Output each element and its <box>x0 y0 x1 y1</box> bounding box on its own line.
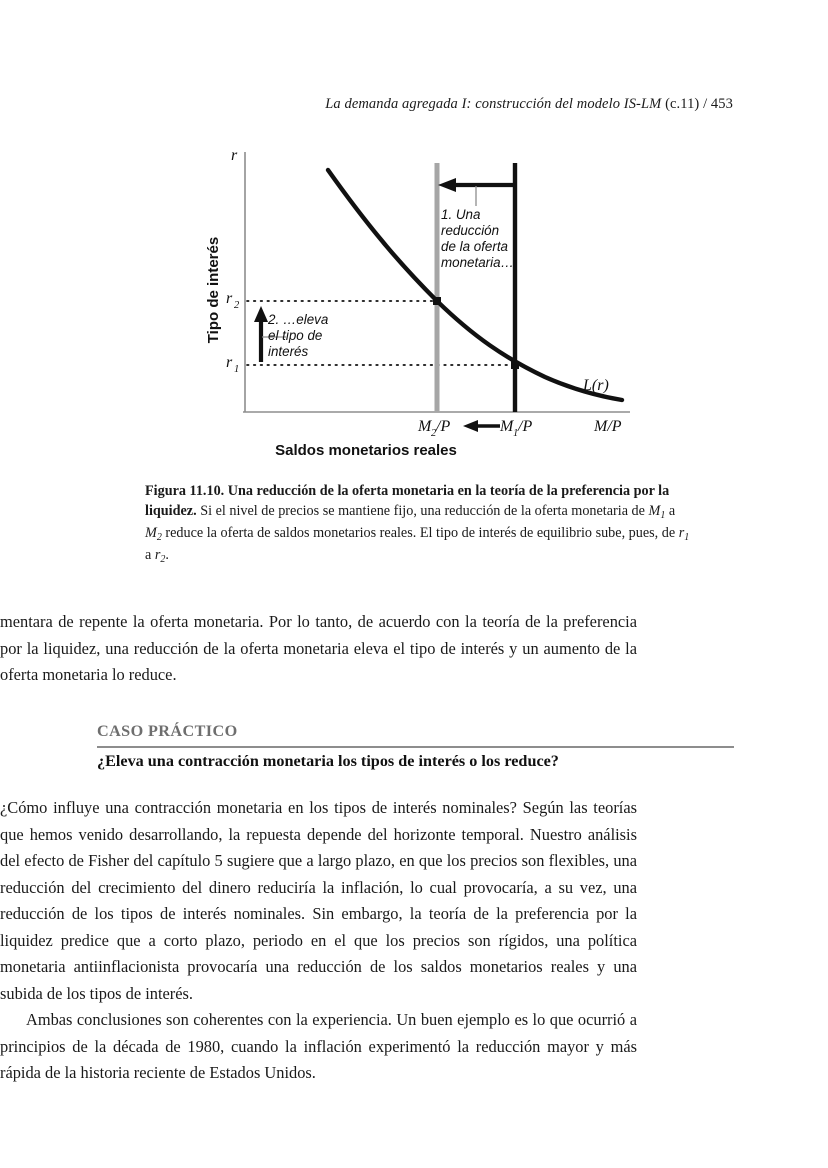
caption-r1-subscript: 1 <box>684 531 690 543</box>
caption-m2: M <box>145 525 157 542</box>
annotation-1-line-2: reducción <box>441 223 500 238</box>
body-paragraph-3: Ambas conclusiones son coherentes con la experiencia. Un buen ejemplo es lo que ocurrió a principios de la década de 1980, cuando la inflación experimentó la reducción mayor y más rápida de la historia reciente de Estados Unidos. <box>0 1010 637 1083</box>
xtick-m1-subscript: 1 <box>513 428 519 439</box>
rise-arrow-head <box>254 306 268 322</box>
annotation-1-line-3: de la oferta <box>441 239 508 254</box>
caption-text-a: Si el nivel de precios se mantiene fijo, una reducción de la oferta monetaria de <box>200 503 649 520</box>
y-axis-symbol: r <box>231 147 238 164</box>
body-paragraph-2: ¿Cómo influye una contracción monetaria en los tipos de interés nominales? Según las teorías que hemos venido desarrollando, la repuesta depende del horizonte temporal. Nuestro análisis del efecto de Fisher del capítulo 5 sugiere que a largo plazo, en que los precios son flexibles, una reducción del crecimiento del dinero reduciría la inflación, lo cual provocaría, a su vez, una reducción de los tipos de interés nominales. Sin embargo, la teoría de la preferencia por la liquidez predice que a corto plazo, periodo en el que los precios son rígidos, una política monetaria antiinflacionista provocaría una reducción de los saldos monetarios reales y una subida de los tipos de interés. <box>0 798 637 1004</box>
ytick-r2-subscript: 2 <box>234 300 240 311</box>
y-axis-title: Tipo de interés <box>205 236 222 344</box>
caption-m1: M <box>648 503 661 520</box>
xtick-m2-subscript: 2 <box>431 428 437 439</box>
annotation-2-line-2: el tipo de <box>268 328 323 343</box>
curve-label: L(r) <box>583 377 609 394</box>
caption-text-c: reduce la oferta de saldos monetarios reales. El tipo de interés de equilibrio sube, pues, de <box>161 525 679 542</box>
caption-label: Figura 11.10. <box>145 483 225 499</box>
ytick-r1: r <box>226 354 233 371</box>
ytick-r2: r <box>226 290 233 307</box>
xtick-m2-rest: /P <box>436 418 451 435</box>
ytick-r1-subscript: 1 <box>234 364 240 375</box>
shift-arrow-head <box>438 178 456 192</box>
running-head-chapter-page: (c.11) / 453 <box>665 96 733 112</box>
xaxis-shift-arrow-head <box>463 420 478 432</box>
annotation-1-line-1: 1. Una <box>441 207 481 222</box>
liquidity-preference-chart <box>0 0 828 470</box>
xtick-m2: M <box>418 418 432 435</box>
caption-m2-subscript: 2 <box>156 531 162 543</box>
x-axis-title: Saldos monetarios reales <box>275 442 457 459</box>
body-paragraph-1: mentara de repente la oferta monetaria. Por lo tanto, de acuerdo con la teoría de la preferencia por la liquidez, una reducción de la oferta monetaria eleva el tipo de interés y un aumento de la oferta monetaria lo reduce. <box>0 612 637 685</box>
caption-r2-subscript: 2 <box>160 553 166 565</box>
running-head-title: La demanda agregada I: construcción del modelo IS-LM <box>325 96 662 112</box>
section-subheading: ¿Eleva una contracción monetaria los tipos de interés o los reduce? <box>97 752 559 770</box>
caption-text-e: . <box>165 547 169 564</box>
caption-text-d: a <box>145 547 155 564</box>
caption-m1-subscript: 1 <box>660 509 666 521</box>
xtick-m-over-p: M/P <box>594 418 622 435</box>
caption-text-b: a <box>665 503 676 520</box>
annotation-1-line-4: monetaria… <box>441 255 514 270</box>
xtick-m1: M <box>500 418 514 435</box>
caption-bold-title: Una reducción de la oferta monetaria en la teoría de la preferencia por la liquidez. <box>145 483 670 520</box>
xtick-m1-rest: /P <box>518 418 533 435</box>
annotation-2-line-1: 2. …eleva <box>268 312 329 327</box>
equilibrium-point-1 <box>511 361 519 369</box>
section-heading: CASO PRÁCTICO <box>97 722 238 740</box>
figure-caption <box>145 481 695 567</box>
equilibrium-point-2 <box>433 297 441 305</box>
annotation-2-line-3: interés <box>268 344 309 359</box>
caption-r2: r <box>154 547 161 564</box>
figure-11-10 <box>0 0 828 470</box>
section-divider <box>97 746 734 748</box>
money-demand-curve <box>328 170 622 400</box>
caption-r1: r <box>678 525 685 542</box>
